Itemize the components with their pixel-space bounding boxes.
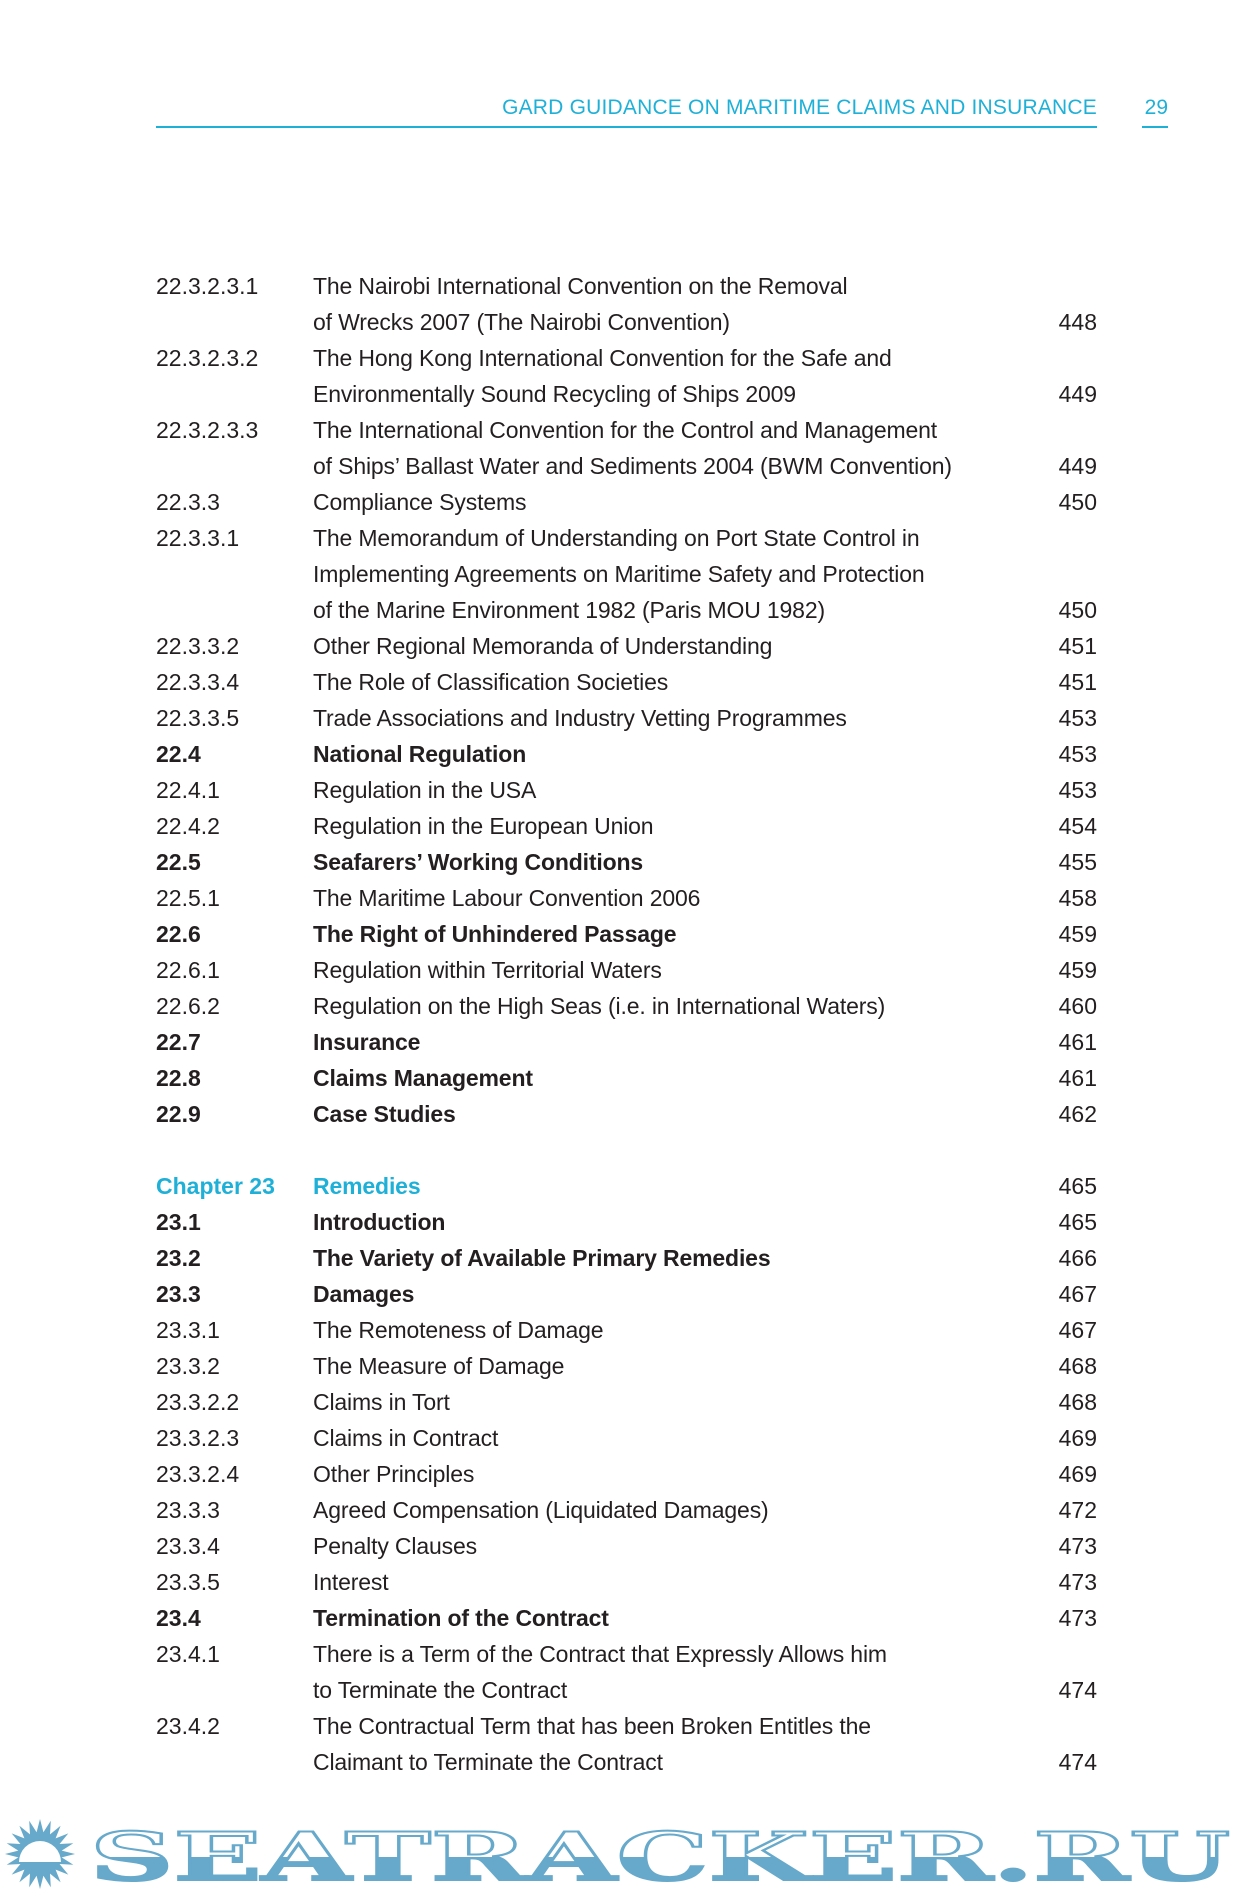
toc-title: Claimant to Terminate the Contract — [313, 1749, 663, 1775]
toc-title: Compliance Systems — [313, 489, 527, 515]
toc-page: 467 — [1058, 1317, 1097, 1343]
toc-title: Other Principles — [313, 1461, 475, 1487]
toc-page: 473 — [1058, 1569, 1097, 1595]
toc-page: 462 — [1058, 1101, 1097, 1127]
toc-title: The Nairobi International Convention on the Removal — [313, 273, 848, 299]
toc-page: 474 — [1058, 1749, 1097, 1775]
toc-title: Interest — [313, 1569, 389, 1595]
toc-entry[interactable] — [156, 664, 1097, 700]
toc-entry[interactable] — [156, 916, 1097, 952]
toc-number: 23.3.2.2 — [156, 1389, 240, 1415]
page-number: 29 — [1142, 96, 1168, 128]
toc-title: Environmentally Sound Recycling of Ships 2009 — [313, 381, 796, 407]
toc-entry[interactable] — [156, 412, 1097, 484]
toc-number: 23.4.2 — [156, 1713, 220, 1739]
toc-entry[interactable] — [156, 1456, 1097, 1492]
toc-page: 448 — [1058, 309, 1097, 335]
sun-logo-icon — [5, 1819, 75, 1889]
toc-number: 23.3.4 — [156, 1533, 220, 1559]
toc-title: Other Regional Memoranda of Understanding — [313, 633, 773, 659]
toc-title: Seafarers’ Working Conditions — [313, 849, 644, 875]
toc-number: 22.4 — [156, 741, 201, 767]
toc-title: Remedies — [313, 1173, 421, 1199]
toc-title: Agreed Compensation (Liquidated Damages) — [313, 1497, 769, 1523]
toc-title: Insurance — [313, 1029, 421, 1055]
toc-title: of Ships’ Ballast Water and Sediments 2004 (BWM Convention) — [313, 453, 952, 479]
toc-title: The Hong Kong International Convention for the Safe and — [313, 345, 892, 371]
toc-title: to Terminate the Contract — [313, 1677, 568, 1703]
toc-entry[interactable] — [156, 1312, 1097, 1348]
toc-number: 22.4.1 — [156, 777, 220, 803]
toc-entry[interactable] — [156, 772, 1097, 808]
toc-number: 23.3.3 — [156, 1497, 220, 1523]
toc-number: 22.3.3.2 — [156, 633, 240, 659]
toc-page: 459 — [1058, 921, 1097, 947]
toc-page: 465 — [1058, 1173, 1097, 1199]
toc-number: 23.3.2.4 — [156, 1461, 240, 1487]
toc-page: 460 — [1058, 993, 1097, 1019]
toc-entry[interactable] — [156, 1492, 1097, 1528]
toc-number: 23.3.2 — [156, 1353, 220, 1379]
toc-title: Damages — [313, 1281, 415, 1307]
toc-number: 22.3.2.3.1 — [156, 273, 259, 299]
toc-page: 466 — [1058, 1245, 1097, 1271]
toc-page: 469 — [1058, 1425, 1097, 1451]
toc-entry[interactable] — [156, 1204, 1097, 1240]
toc-title: Termination of the Contract — [313, 1605, 609, 1631]
toc-page: 468 — [1058, 1389, 1097, 1415]
toc-page: 473 — [1058, 1533, 1097, 1559]
toc-page: 465 — [1058, 1209, 1097, 1235]
toc-page: 468 — [1058, 1353, 1097, 1379]
toc-page: 469 — [1058, 1461, 1097, 1487]
toc-title: The Measure of Damage — [313, 1353, 565, 1379]
toc-title: The Role of Classification Societies — [313, 669, 669, 695]
toc-page: 449 — [1058, 381, 1097, 407]
toc-number: 22.5.1 — [156, 885, 220, 911]
toc-title: Regulation in the European Union — [313, 813, 654, 839]
toc-title: The Maritime Labour Convention 2006 — [313, 885, 701, 911]
toc-number: 23.2 — [156, 1245, 201, 1271]
toc-number: 22.6.2 — [156, 993, 220, 1019]
toc-number: 22.3.3.4 — [156, 669, 240, 695]
toc-number: Chapter 23 — [156, 1173, 275, 1199]
toc-page: 461 — [1058, 1065, 1097, 1091]
watermark-text: SEATRACKER.RU — [90, 1818, 1230, 1890]
toc-page: 450 — [1058, 597, 1097, 623]
toc-page: 458 — [1058, 885, 1097, 911]
toc-page: 453 — [1058, 705, 1097, 731]
toc-number: 23.3.1 — [156, 1317, 220, 1343]
toc-page: 450 — [1058, 489, 1097, 515]
toc-page: 459 — [1058, 957, 1097, 983]
toc-page: 449 — [1058, 453, 1097, 479]
toc-title: The International Convention for the Control and Management — [313, 417, 938, 443]
toc-page: 472 — [1058, 1497, 1097, 1523]
toc-number: 23.3.5 — [156, 1569, 220, 1595]
toc-title: National Regulation — [313, 741, 527, 767]
toc-number: 22.9 — [156, 1101, 201, 1127]
toc-title: Claims Management — [313, 1065, 533, 1091]
toc-page: 453 — [1058, 777, 1097, 803]
toc-entry[interactable] — [156, 1564, 1097, 1600]
toc-number: 22.3.2.3.3 — [156, 417, 259, 443]
running-header — [156, 96, 1097, 128]
toc-number: 22.8 — [156, 1065, 201, 1091]
toc-number: 22.7 — [156, 1029, 201, 1055]
toc-title: The Right of Unhindered Passage — [313, 921, 677, 947]
toc-title: Penalty Clauses — [313, 1533, 477, 1559]
toc-entry[interactable] — [156, 1420, 1097, 1456]
toc-title: Regulation within Territorial Waters — [313, 957, 662, 983]
toc-title: Trade Associations and Industry Vetting Programmes — [313, 705, 847, 731]
toc-page: 454 — [1058, 813, 1097, 839]
toc-entry[interactable] — [156, 340, 1097, 412]
toc-number: 22.3.3.1 — [156, 525, 240, 551]
toc-title: Regulation in the USA — [313, 777, 537, 803]
toc-title: The Variety of Available Primary Remedies — [313, 1245, 771, 1271]
toc-entry[interactable] — [156, 952, 1097, 988]
toc-entry[interactable] — [156, 268, 1097, 340]
toc-title: Claims in Contract — [313, 1425, 499, 1451]
toc-title: Claims in Tort — [313, 1389, 450, 1415]
table-of-contents — [156, 268, 1097, 1780]
toc-title: The Remoteness of Damage — [313, 1317, 604, 1343]
toc-title: There is a Term of the Contract that Expressly Allows him — [313, 1641, 887, 1667]
toc-page: 453 — [1058, 741, 1097, 767]
toc-entry[interactable] — [156, 988, 1097, 1024]
toc-entry[interactable] — [156, 880, 1097, 916]
toc-title: The Memorandum of Understanding on Port State Control in — [313, 525, 920, 551]
toc-number: 23.4 — [156, 1605, 201, 1631]
toc-entry[interactable] — [156, 700, 1097, 736]
toc-entry[interactable] — [156, 1240, 1097, 1276]
toc-entry[interactable] — [156, 484, 1097, 520]
toc-entry[interactable] — [156, 1528, 1097, 1564]
toc-title: of the Marine Environment 1982 (Paris MOU 1982) — [313, 597, 825, 623]
toc-entry[interactable] — [156, 1348, 1097, 1384]
toc-entry[interactable] — [156, 736, 1097, 772]
toc-entry[interactable] — [156, 1024, 1097, 1060]
toc-entry[interactable] — [156, 1636, 1097, 1708]
toc-number: 22.3.3.5 — [156, 705, 240, 731]
toc-page: 474 — [1058, 1677, 1097, 1703]
toc-number: 22.4.2 — [156, 813, 220, 839]
toc-number: 23.3 — [156, 1281, 201, 1307]
toc-entry[interactable] — [156, 1600, 1097, 1636]
toc-page: 461 — [1058, 1029, 1097, 1055]
toc-number: 22.3.2.3.2 — [156, 345, 259, 371]
toc-number: 23.3.2.3 — [156, 1425, 240, 1451]
toc-title: Introduction — [313, 1209, 446, 1235]
toc-entry[interactable] — [156, 1384, 1097, 1420]
toc-title: Regulation on the High Seas (i.e. in International Waters) — [313, 993, 886, 1019]
toc-page: 451 — [1058, 669, 1097, 695]
toc-number: 23.4.1 — [156, 1641, 220, 1667]
toc-title: of Wrecks 2007 (The Nairobi Convention) — [313, 309, 730, 335]
toc-number: 23.1 — [156, 1209, 201, 1235]
toc-number: 22.3.3 — [156, 489, 220, 515]
toc-entry[interactable] — [156, 520, 1097, 628]
toc-entry[interactable] — [156, 844, 1097, 880]
toc-title: Case Studies — [313, 1101, 456, 1127]
toc-number: 22.6 — [156, 921, 201, 947]
toc-entry[interactable] — [156, 1708, 1097, 1780]
seatracker-watermark — [0, 1818, 1260, 1890]
toc-page: 455 — [1058, 849, 1097, 875]
toc-page: 451 — [1058, 633, 1097, 659]
toc-entry[interactable] — [156, 1060, 1097, 1096]
toc-entry[interactable] — [156, 808, 1097, 844]
toc-chapter-entry[interactable] — [156, 1168, 1097, 1204]
header-title: GARD GUIDANCE ON MARITIME CLAIMS AND INSURANCE — [502, 96, 1097, 119]
toc-title: The Contractual Term that has been Broken Entitles the — [313, 1713, 871, 1739]
toc-number: 22.5 — [156, 849, 201, 875]
toc-entry[interactable] — [156, 1096, 1097, 1132]
toc-title: Implementing Agreements on Maritime Safety and Protection — [313, 561, 925, 587]
toc-page: 467 — [1058, 1281, 1097, 1307]
toc-entry[interactable] — [156, 1276, 1097, 1312]
toc-entry[interactable] — [156, 628, 1097, 664]
toc-number: 22.6.1 — [156, 957, 220, 983]
toc-page: 473 — [1058, 1605, 1097, 1631]
